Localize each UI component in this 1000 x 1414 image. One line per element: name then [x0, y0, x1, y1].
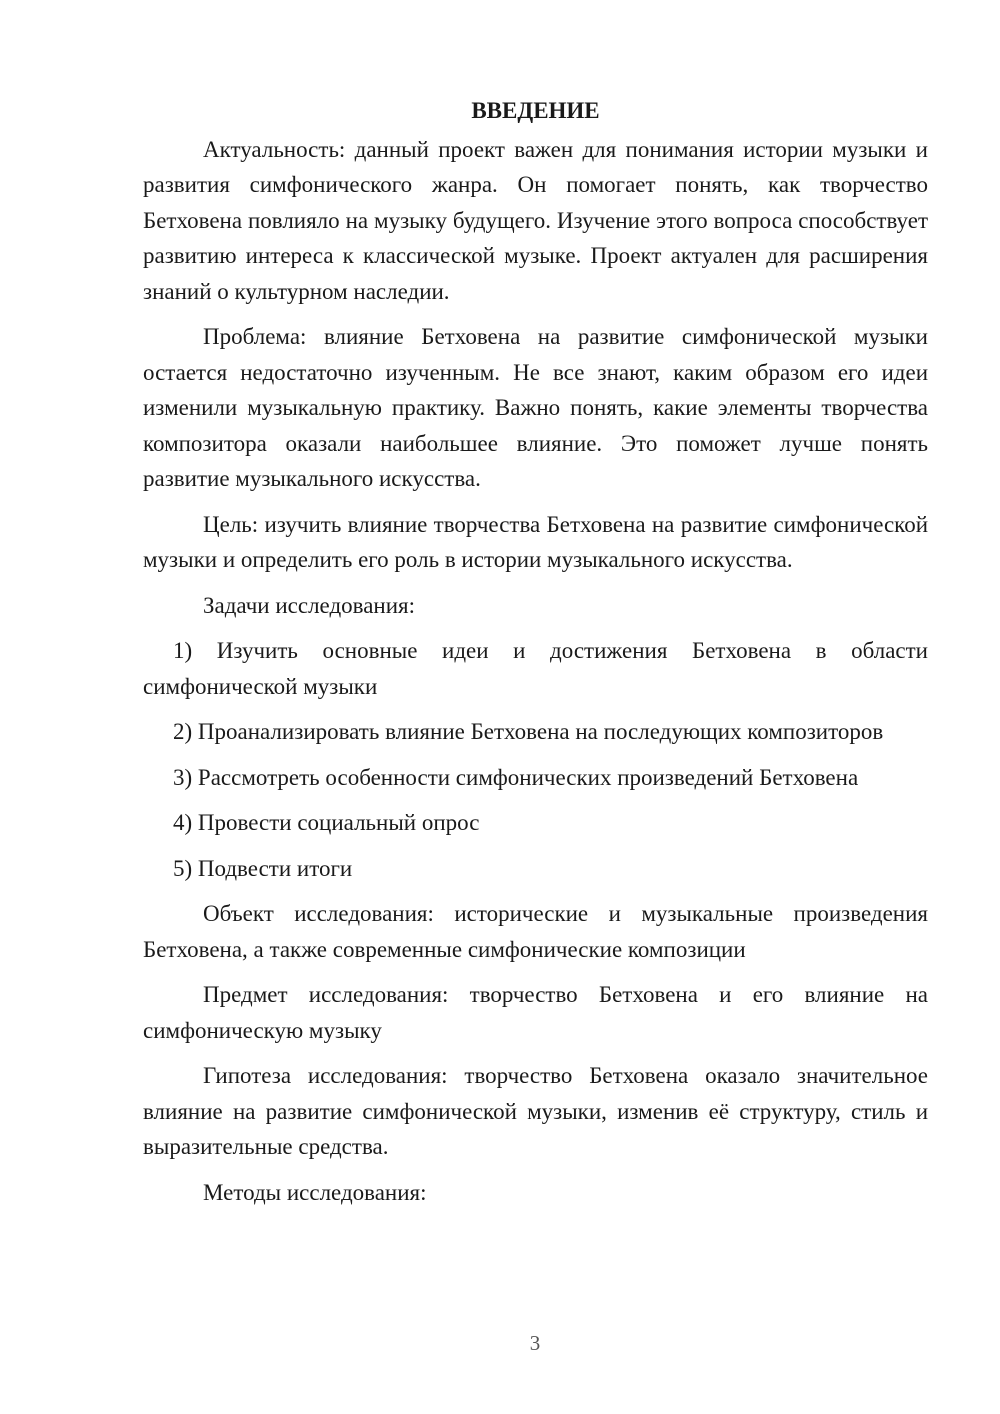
methods-title: Методы исследования: [203, 1179, 427, 1205]
page-content [143, 93, 928, 1220]
paragraph-subject: Предмет исследования: творчество Бетховена и его влияние на симфоническую музыку [143, 982, 928, 1043]
page-number: 3 [529, 1331, 541, 1355]
task-item-5: 5) Подвести итоги [173, 855, 353, 881]
task-item-1: 1) Изучить основные идеи и достижения Бетховена в области симфонической музыки [143, 638, 928, 699]
task-item-3: 3) Рассмотреть особенности симфонических произведений Бетховена [173, 764, 859, 790]
paragraph-object: Объект исследования: исторические и музыкальные произведения Бетховена, а также современные симфонические композиции [143, 901, 928, 962]
tasks-title: Задачи исследования: [203, 592, 416, 618]
paragraph-hypothesis: Гипотеза исследования: творчество Бетховена оказало значительное влияние на развитие симфонической музыки, изменив её структуру, стиль и выразительные средства. [143, 1063, 928, 1159]
task-item-2: 2) Проанализировать влияние Бетховена на последующих композиторов [173, 719, 884, 744]
paragraph-goal: Цель: изучить влияние творчества Бетховена на развитие симфонической музыки и определить его роль в истории музыкального искусства. [143, 511, 928, 572]
task-item-4: 4) Провести социальный опрос [173, 810, 480, 835]
paragraph-problem: Проблема: влияние Бетховена на развитие симфонической музыки остается недостаточно изученным. Не все знают, каким образом его идеи изменили музыкальную практику. Важно понять, какие элементы творчества композитора оказали наибольшее влияние. Это поможет лучше понять развитие музыкального искусства. [143, 324, 928, 491]
paragraph-relevance: Актуальность: данный проект важен для понимания истории музыки и развития симфонического жанра. Он помогает понять, как творчество Бетховена повлияло на музыку будущего. Изучение этого вопроса способствует развитию интереса к классической музыке. Проект актуален для расширения знаний о культурном наследии. [143, 136, 928, 304]
section-heading: ВВЕДЕНИЕ [471, 98, 600, 123]
